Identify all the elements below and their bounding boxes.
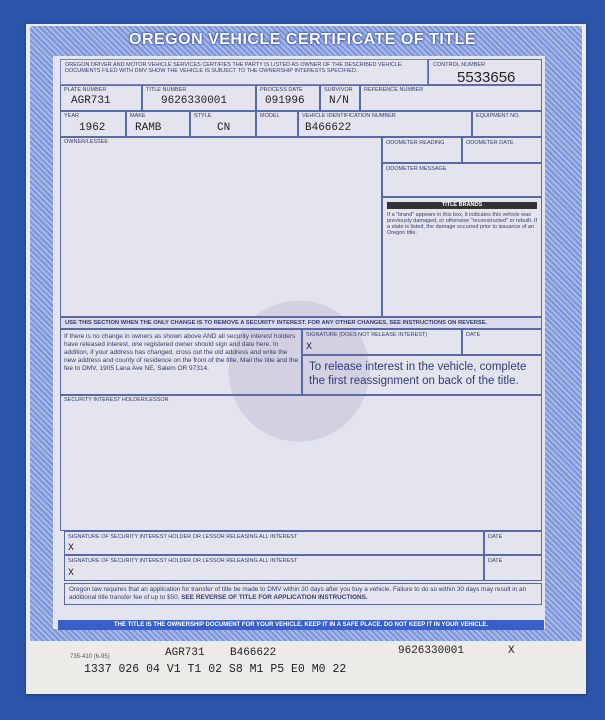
odometer-reading-label: ODOMETER READING: [386, 140, 445, 146]
holder-date-2-label: DATE: [488, 558, 503, 564]
year-label: YEAR: [64, 113, 79, 119]
title-number: 9626330001: [161, 95, 228, 107]
plate-box: [60, 85, 142, 111]
holder-signature-2[interactable]: [64, 555, 484, 581]
title-brands-header: TITLE BRANDS: [387, 202, 537, 209]
law-notice-box: [64, 583, 542, 605]
release-instruction-box: [302, 355, 542, 395]
bottom-vin: B466622: [230, 647, 277, 659]
holder-signature-1-x: X: [68, 543, 75, 554]
odometer-date-box: [462, 137, 542, 163]
process-date-label: PROCESS DATE: [260, 87, 303, 93]
control-number-box: [428, 59, 542, 85]
certification-text: OREGON DRIVER AND MOTOR VEHICLE SERVICES CERTIFIES THE PARTY IS LISTED AS OWNER OF THE DESCRIBED VEHICLE. DOCUMENTS FILED WITH DMV SHOW THE VEHICLE IS SUBJECT TO THE OWNERSHIP INTERESTS SPECIFIED.: [65, 62, 404, 74]
security-holder-label: SECURITY INTEREST HOLDER/LESSOR: [64, 397, 169, 403]
model-box: [256, 111, 298, 137]
owner-signature-label: SIGNATURE (DOES NOT RELEASE INTEREST): [306, 332, 428, 338]
security-section-header: USE THIS SECTION WHEN THE ONLY CHANGE IS TO REMOVE A SECURITY INTEREST. FOR ANY OTHER CHANGES, SEE INSTRUCTIONS ON REVERSE.: [65, 320, 488, 326]
law-notice-bold: SEE REVERSE OF TITLE FOR APPLICATION INSTRUCTIONS.: [181, 594, 368, 601]
style-label: STYLE: [194, 113, 212, 119]
bottom-title-number: 9626330001: [398, 645, 465, 657]
release-instruction: To release interest in the vehicle, complete the first reassignment on back of the title.: [309, 361, 527, 387]
owner-date-label: DATE: [466, 332, 481, 338]
security-holder-box: [60, 395, 542, 531]
year-value: 1962: [79, 122, 106, 134]
odometer-message-box: [382, 163, 542, 197]
make-label: MAKE: [130, 113, 146, 119]
title-number-label: TITLE NUMBER: [146, 87, 187, 93]
owner-box: [60, 137, 382, 317]
process-date: 091996: [265, 95, 305, 107]
security-section-header-box: [60, 317, 542, 329]
holder-signature-1[interactable]: [64, 531, 484, 555]
process-date-box: [256, 85, 320, 111]
make-value: RAMB: [135, 122, 162, 134]
odometer-message-label: ODOMETER MESSAGE: [386, 166, 447, 172]
control-number: 5533656: [457, 69, 516, 86]
holder-signature-2-x: X: [68, 568, 75, 579]
bottom-plate: AGR731: [165, 647, 205, 659]
certification-box: [60, 59, 428, 85]
holder-signature-1-label: SIGNATURE OF SECURITY INTEREST HOLDER OR LESSOR RELEASING ALL INTEREST: [68, 534, 298, 540]
plate-label: PLATE NUMBER: [64, 87, 107, 93]
holder-date-1[interactable]: [484, 531, 542, 555]
survivor-box: [320, 85, 360, 111]
bottom-x: X: [508, 645, 515, 657]
odometer-reading-box: [382, 137, 462, 163]
certificate-title: OREGON VEHICLE CERTIFICATE OF TITLE: [129, 31, 476, 48]
security-instructions: If there is no change in owners as shown above AND all security interest holders have released interest, one registered owner should sign and date here. In addition, if your address has changed, cross out the old address and write the new address and county of residence on the front of the title. Mail the title and the fee to DMV, 1905 Lana Ave NE, Salem OR 97314.: [64, 333, 299, 372]
equipment-label: EQUIPMENT NO.: [476, 113, 520, 119]
security-instructions-box: [60, 329, 302, 395]
make-box: [126, 111, 190, 137]
title-brands-text: If a "brand" appears in this box, it indicates this vehicle was previously damaged, or otherwise "reconstructed" or rebuilt. If a state is listed, the damage occurred prior to issuance of an Oregon title.: [387, 212, 538, 236]
title-number-box: [142, 85, 256, 111]
plate-number: AGR731: [71, 95, 111, 107]
holder-date-1-label: DATE: [488, 534, 503, 540]
title-brands-box: [382, 197, 542, 317]
model-label: MODEL: [260, 113, 280, 119]
equipment-box: [472, 111, 542, 137]
survivor-value: N/N: [329, 95, 349, 107]
owner-label: OWNER/LESSEE: [64, 139, 109, 145]
vin-box: [298, 111, 472, 137]
bottom-code-line: 1337 026 04 V1 T1 02 S8 M1 P5 E0 M0 22: [84, 663, 347, 676]
reference-label: REFERENCE NUMBER: [364, 87, 424, 93]
survivor-label: SURVIVOR: [324, 87, 353, 93]
holder-date-2[interactable]: [484, 555, 542, 581]
owner-signature-box[interactable]: [302, 329, 462, 355]
odometer-date-label: ODOMETER DATE: [466, 140, 514, 146]
reference-box: [360, 85, 542, 111]
owner-date-box[interactable]: [462, 329, 542, 355]
style-value: CN: [217, 122, 231, 134]
style-box: [190, 111, 256, 137]
holder-signature-2-label: SIGNATURE OF SECURITY INTEREST HOLDER OR LESSOR RELEASING ALL INTEREST: [68, 558, 298, 564]
control-number-label: CONTROL NUMBER: [433, 62, 486, 68]
footer-warning: THE TITLE IS THE OWNERSHIP DOCUMENT FOR YOUR VEHICLE. KEEP IT IN A SAFE PLACE. DO NOT KEEP IT IN YOUR VEHICLE.: [58, 620, 544, 630]
vin-value: B466622: [305, 122, 352, 134]
vin-label: VEHICLE IDENTIFICATION NUMBER: [302, 113, 396, 119]
year-box: [60, 111, 126, 137]
owner-signature-x: X: [306, 342, 313, 353]
law-notice: Oregon law requires that an application for transfer of title be made to DMV within 30 days after you buy a vehicle. Failure to do so within 30 days may result in an additional title transfer fee of up to $50.: [69, 586, 527, 601]
form-number: 735-410 (6-95): [70, 654, 110, 660]
